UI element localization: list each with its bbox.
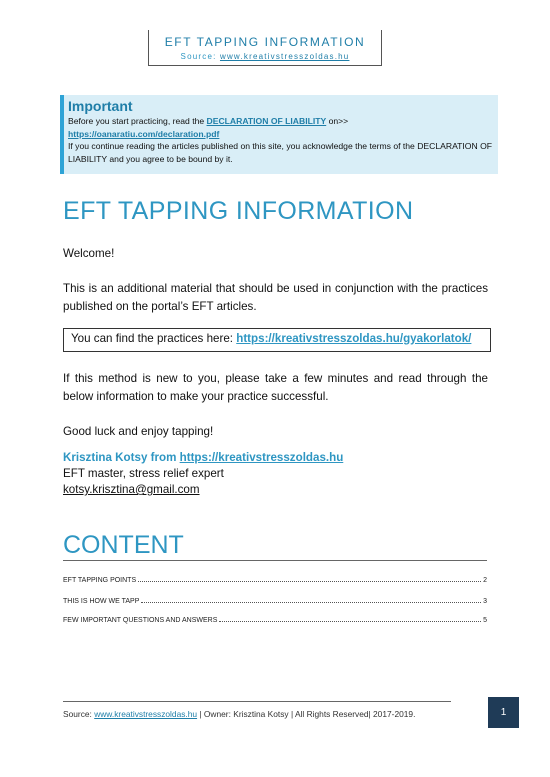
header-source-label: Source:: [180, 52, 217, 61]
footer-source-link[interactable]: www.kreativstresszoldas.hu: [94, 709, 198, 719]
toc-entry-title: FEW IMPORTANT QUESTIONS AND ANSWERS: [63, 617, 218, 624]
header-source-link[interactable]: www.kreativstresszoldas.hu: [219, 52, 350, 61]
practices-label: You can find the practices here:: [71, 332, 233, 345]
important-body: If you continue reading the articles published on this site, you acknowledge the terms of the DECLARATION OF LIABILITY and you agree to be bound by it.: [68, 141, 493, 164]
welcome-text: Welcome!: [63, 247, 115, 260]
important-line1-post: on>>: [328, 116, 349, 126]
toc-entry-page: 3: [483, 598, 487, 605]
author-email[interactable]: [63, 481, 488, 499]
toc-leader: [141, 602, 481, 603]
toc-leader: [219, 621, 481, 622]
toc-entry-page: 5: [483, 617, 487, 624]
intro-paragraph: This is an additional material that should be used in conjunction with the practices published on the portal’s EFT articles.: [63, 282, 488, 313]
toc-entry-page: 2: [483, 577, 487, 584]
declaration-url-link[interactable]: https://oanaratiu.com/declaration.pdf: [68, 128, 220, 139]
header-source: [149, 52, 381, 61]
important-line1: [68, 115, 498, 128]
page-title: EFT TAPPING INFORMATION: [63, 197, 414, 225]
important-notice: [60, 95, 498, 174]
toc-entry[interactable]: [63, 574, 487, 584]
toc-entry[interactable]: [63, 595, 487, 605]
footer-text: [63, 709, 415, 719]
toc-entry-title: THIS IS HOW WE TAPP: [63, 598, 140, 605]
author-title: EFT master, stress relief expert: [63, 467, 224, 480]
footer-divider: [63, 701, 451, 702]
toc-leader: [138, 581, 481, 582]
page-header: [148, 30, 382, 66]
important-line1-text: Before you start practicing, read the: [68, 116, 205, 126]
practices-box: [63, 328, 491, 352]
author-name: Krisztina Kotsy from: [63, 451, 177, 464]
footer-source-label: Source:: [63, 709, 92, 719]
page-number: 1: [488, 697, 519, 728]
content-heading: CONTENT: [63, 531, 184, 559]
good-luck-text: Good luck and enjoy tapping!: [63, 425, 214, 438]
content-divider: [63, 560, 487, 561]
author-email-link[interactable]: kotsy.krisztina@gmail.com: [63, 483, 200, 496]
important-heading: Important: [68, 98, 133, 114]
practices-link[interactable]: https://kreativstresszoldas.hu/gyakorlatok/: [236, 332, 472, 345]
author-site-link[interactable]: https://kreativstresszoldas.hu: [179, 451, 344, 464]
declaration-link[interactable]: DECLARATION OF LIABILITY: [206, 116, 327, 126]
header-title: EFT TAPPING INFORMATION: [164, 35, 366, 49]
new-method-paragraph: If this method is new to you, please take a few minutes and read through the below information to make your practice successful.: [63, 372, 488, 403]
footer-rights: | Owner: Krisztina Kotsy | All Rights Reserved| 2017-2019.: [199, 709, 416, 719]
toc-entry-title: EFT TAPPING POINTS: [63, 577, 137, 584]
toc-entry[interactable]: [63, 614, 487, 624]
